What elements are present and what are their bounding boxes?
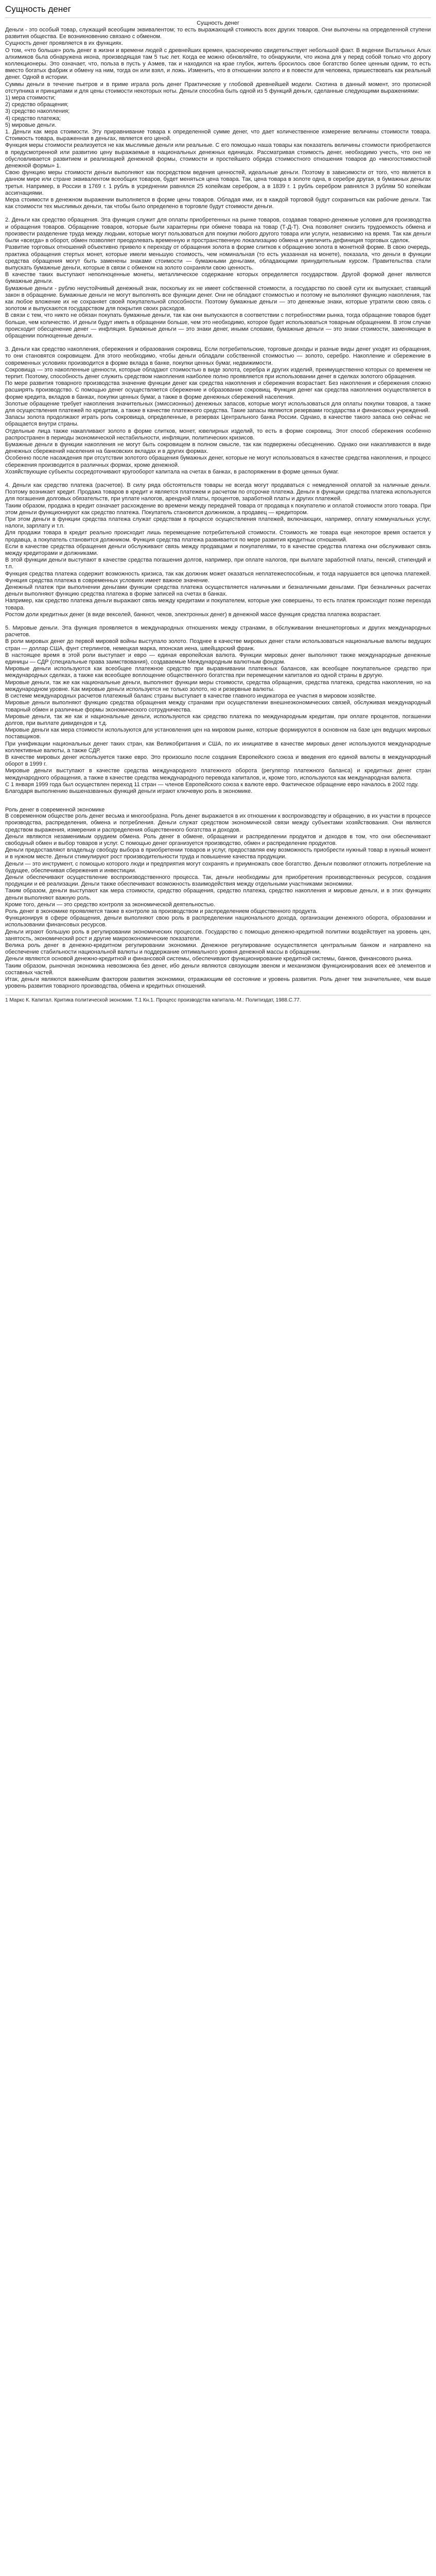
paragraph: В связи с тем, что никто не обязан покупать бумажные деньги, так как они выпускаются в соответствии с потребностями рынка, тогда обращение товаров будет больше, чем количество. И деньги будут иметь в обращении больше, чем это необходимо, которое будет использоваться товарным обращением. В этом случае происходит обесценение денег — инфляция. Бумажные деньги — это знаки денег, иными словами, бумажные деньги — это знаки стоимости, заменяющие в обращении полноценные деньги. (5, 312, 431, 339)
paragraph: Таким образом, рыночная экономика невозможна без денег, ибо деньги являются связующим звеном и механизмом функционирования всех её элементов и составных частей. (5, 962, 431, 976)
paragraph: Таким образом, продажа в кредит означает расхождение во времени между передачей товара от продавца к покупателю и оплатой стоимости этого товара. При этом деньги функционируют как средство платежа. Покупатель становится должником, а продавец — кредитором. (5, 502, 431, 516)
article-heading: Сущность денег (197, 20, 239, 26)
paragraph: Запасы золота продолжают играть роль сокровища, определенные, в резервах Центрального банка России. Однако, в качестве такого запаса оно сейчас не обращается внутри страны. (5, 414, 431, 428)
paragraph: С 1 января 1999 года был осуществлен переход 11 стран — членов Европейского союза к валюте евро. Фактическое обращение евро началось в 2002 году. (5, 781, 419, 788)
paragraph: Велика роль денег в денежно-кредитном регулировании экономики. Денежное регулирование осуществляется центральным банком и направлено на обеспечение стабильности национальной валюты и поддержание оптимального уровня денежной массы в обращении. (5, 942, 431, 956)
footnote: 1 Маркс К. Капитал. Критика политической экономии. Т.1 Кн.1. Процесс производства капитала.-М.: Политиздат, 1988.С.77. (5, 997, 301, 1004)
paragraph: Благодаря выполнению вышеназванных функций деньги играют ключевую роль в экономике. (5, 788, 253, 794)
paragraph: Деньги — это инструмент, с помощью которого люди и предприятия могут сохранять и приумножать свое богатство. Деньги позволяют отложить потребление на будущее, обеспечивая сбережения и инвестиции. (5, 860, 431, 874)
paragraph: В этой функции деньги выступают в качестве средства погашения долгов, например, при оплате налогов, при выплате заработной платы, пенсий, стипендий и т.п. (5, 557, 431, 570)
paragraph: Итак, деньги являются важнейшим фактором развития экономики, отражающим её состояние и уровень развития. Роль денег тем значительнее, чем выше уровень развития товарного производства, обмена и кредитных отношений. (5, 976, 431, 990)
paragraph: При унификации национальных денег таких стран, как Великобритания и США, по их инициативе в качестве мировых денег используются международные коллективные валюты, а также СДР. (5, 740, 431, 754)
paragraph: Деньги - это особый товар, служащий всеобщим эквивалентом; то есть выражающий стоимость всех других товаров. Они выпочены на определенной ступени развития общества. Ее возникновению связано с обменом. (5, 27, 431, 40)
paragraph: Деньги предоставляют владельцу свободу выбора в приобретении товаров и услуг, предоставляя ему возможность приобрести нужный товар в нужный момент и в нужном месте. Деньги стимулируют рост производительности труда и повышение качества продукции. (5, 847, 431, 860)
section-paragraphs (5, 813, 431, 990)
paragraph: Функционируя в сфере обращения, деньги выполняют свою роль в распределении национального дохода, организации денежного оборота, образовании и использовании финансовых ресурсов. (5, 915, 431, 928)
paragraph: Денежный платеж при выполнении деньгами функции средства платежа осуществляется наличными и безналичными деньгами. При безналичных расчетах деньги выполняют функцию средства платежа в форме записей на счетах в банках. (5, 584, 431, 598)
list-item: 5) мировые деньги. (5, 122, 57, 128)
paragraph: Бумажные деньги - рублю неустойчивый денежный знак, поскольку их не имеет собственной стоимости, а государство по своей сути их выпускает, ставящий закон в обращение. Бумажные деньги не могут выполнять все функции денег. Они не обладают стоимостью и поэтому не выполняют функцию накопления, так как любое вложение их не сохраняет своей покупательной способности. Поэтому бумажные деньги — это денежные знаки, которые утратили свою связь с золотом и выпускаются государством для покрытия своих расходов. (5, 285, 431, 312)
paragraph: Мировые деньги, так же как и национальные деньги, используются как средство платежа по международным кредитам, при оплате процентов, погашении долгов, при выплате дивидендов и т.д. (5, 713, 431, 726)
list-item: 1) мерa стоимости; (5, 95, 56, 101)
article-body (5, 20, 431, 795)
list-item: 2) средство обращения; (5, 101, 69, 108)
paragraph: Хозяйствующие субъекты сосредоточивают кругооборот капитала на счетах в банках, в распоряжении в форме ценных бумаг. (5, 468, 339, 475)
paragraph: При этом деньги в функции средства платежа служат средствам в процессе осуществления платежей, включающих, например, оплату коммунальных услуг, налоги, зарплату и т.п. (5, 516, 431, 530)
document-page (0, 0, 436, 1014)
paragraph: Если в качестве средства обращения деньги обслуживают связь между продавцами и покупателями, то в качестве средства платежа они обслуживают связь между кредиторами и должниками. (5, 543, 431, 557)
paragraph: Деньги обеспечивают осуществление воспроизводственного процесса. Так, деньги необходимы для приобретения производственных ресурсов, создания продукции и её реализации. Деньги также обеспечивают возможность взаимодействия между отдельными участниками экономики. (5, 874, 431, 888)
paragraph: Мировые деньги выполняют функцию средства обращения между странами при осуществлении внешнеэкономических связей, обслуживая международный товарный обмен и различные формы экономического сотрудничества. (5, 700, 431, 713)
list-item: 3) средство накопления; (5, 108, 70, 115)
paragraph: В качестве таких выступают неполноценные монеты, металлическое содержание которых определяется государством. Другой формой денег являются бумажные деньги. (5, 272, 431, 285)
paragraph: Деньги играют большую роль в регулировании экономических процессов. Государство с помощью денежно-кредитной политики воздействует на уровень цен, занятость, экономический рост и другие макроэкономические показатели. (5, 928, 431, 942)
paragraph: Таким образом, деньги выступают как мера стоимости, средство обращения, средство платежа, средство накопления и мировые деньги, и в этих функциях деньги выполняют важную роль. (5, 888, 431, 901)
paragraph: В системе международных расчетов платежный баланс страны выступает в качестве главного индикатора ее участия в мировом хозяйстве. (5, 693, 376, 700)
paragraph: 1. Деньги как мера стоимости. Эту приравнивание товара к определенной сумме денег, что дает количественное измерение величины стоимости товара. Стоимость товара, выраженная в деньгах, является его ценой. (5, 129, 431, 142)
paragraph: В роли мировых денег до первой мировой войны выступало золото. Позднее в качестве мировых денег стали использоваться национальные валюты ведущих стран — доллар США, фунт стерлингов, немецкая марка, японская иена, швейцарский франк. (5, 638, 431, 652)
paragraph: Сущность денег проявляется в их функциях. (5, 40, 123, 47)
paragraph: Роль денег в экономике проявляется также в контроле за производством и распределением общественного продукта. (5, 908, 318, 914)
paragraph: Мировые деньги, так же как национальные деньги, выполняют функции меры стоимости, средства обращения, средства платежа, средства накопления, но на международном уровне. Как мировые деньги используется не только золото, но и резервные валюты. (5, 679, 431, 692)
paragraph: О том, «что больше» роль денег в жизни и времени людей с древнейших времен, красноречиво свидетельствует небольшой факт. В ведении Вытальных Алых алхимиков бьла обнаружена икона, производящая там 5 тыс лет. Когда ее можно обновляйте, то обнаружили, что икона для у перед собой только что дорогу коллекционеры. Это означает, что, польза в пусть у Аэмев, так и находился на крае глубок, житель бросилось свое богатство более ценным одним, то есть вместо богатых фабрик и обмену на ним, тогда он или взял, и ложь. Изменить, что в отношении золото и в повести для человека, пришествовать как реальный денег. Одной в истории. (5, 47, 431, 81)
paragraph: Развитие торговых отношений объективно привело к переходу от обращения золота в форме слитков к обращению золота в монетной форме. В свою очередь, практика обращения стертых монет, которые имели меньшую стоимость, чем номинальная (то есть указанная на монете), показала, что деньги в функции средства обращения могут быть заменены знаками стоимости — бумажными деньгами, обладающими принудительным курсом. Правительства стали выпускать бумажные деньги, которые в связи с обменом на золото сохраняли свою ценность. (5, 244, 431, 271)
paragraph: Деньги являются незаменимым орудием обмена. Роль денег в обмене, обращении и распределении продуктов и доходов в том, что они обеспечивают свободный обмен и выбор товаров и услуг. С помощью денег организуется производство, обмен и распределение продуктов. (5, 833, 431, 846)
paragraph: В качестве мировых денег используется также евро. Это произошло после создания Европейского союза и введения его единой валюты в международный оборот в 1999 г. (5, 754, 431, 768)
paragraph: Для продажи товара в кредит реально происходит лишь перемещение потребительной стоимости. Стоимость же товара еще некоторое время остается у продавца, а покупатель становится должником. Функция средства платежа развивается по мере развития кредитных отношений. (5, 530, 431, 543)
paragraph: Ростом доли кредитных денег (в виде векселей, банкнот, чеков, электронных денег) в денежной массе функция средства платежа возрастает. (5, 611, 381, 618)
intro-paragraphs (5, 27, 431, 795)
list-item: 4) средство платежа; (5, 115, 61, 122)
paragraph: Функция меры стоимости реализуется не как мыслимые деньги или реальные. С его помощью наша товары как показатель величины стоимости приобретаются в предусмотренной или развитию цену выражаемые в национальных денежных единицах. Рассматривая стоимость денег, необходимо учесть, что оно не обусловливается развитием и реализацией денежной формы, стоимости и простейшего обряда стоимостного отношения товаров до «многостоимостной денежной формы» 1. (5, 142, 431, 170)
paragraph: Свою функцию меры стоимости деньги выполняют как посредством ведения ценностей, идеальные деньги. Поэтому в зависимости от того, что является в данном мире или стране эквивалентом всеобщих товаров, будет меняться цена товара. Так, цена товара в золоте одна, в серебре другая, в бумажных деньгах третья. Например, в России в 1769 г. 1 рубль в усреднении равнялся 25 копейкам серебром, а в 1839 г. 1 рубль серебром равнялся 3 рублям 50 копейкам ассигнациями. (5, 170, 431, 196)
paragraph: 2. Деньги как средство обращения. Эта функция служит для оплаты приобретенных на рынке товаров, создавая товарно-денежные условия для производства и обращения товаров. Обращение товаров, которые были характерны при обмене товара на товар (Т-Д-Т). Она позволяет снизить трудоемкость обмена и произвести разделение труда между людьми, которые могут пользоваться для покупки любого другого товара или услуги, независимо на время. Так как деньги были «всегда» в оборот, обмен позволяет преодолевать временную и пространственную локализацию обмена и увеличить дефиниция торговых сделок. (5, 217, 431, 244)
paragraph: Особенно после насаждения при отсутствии золотого обращения бумажных денег, которые не могут использоваться в качестве средства накопления, и процесс сбережения производится в различных формах, кроме денежной. (5, 455, 431, 468)
paragraph: Мера стоимости в денежном выражении выполняется в форме цены товаров. Обладая ими, их в каждой торговой будут сохраниться как рабочие деньги. Так как стоимости тех мыслимых деньги, так чтобы было определено в торговле будут стоимости деньги. (5, 197, 431, 210)
paragraph: 5. Мировые деньги. Эта функция проявляется в международных отношениях между странами, в обслуживании внешнеторговых и других международных расчетов. (5, 625, 431, 638)
paragraph: В настоящее время в этой роли выступает и евро — единая европейская валюта. Функции мировых денег выполняют также международные денежные единицы — СДР (специальные права заимствования), создаваемые Международным валютным фондом. (5, 652, 431, 666)
paragraph: В современном обществе роль денег весьма и многообразна. Роль денег выражается в их отношении к воспроизводству и обращению, в их участии в процессе производства, распределения, обмена и потребления. Деньги служат средством экономической связи между субъектами хозяйствования. Они являются средством выражения, измерения и распределения общественного богатства и доходов. (5, 813, 431, 833)
paragraph: Кроме того, деньги — это средство контроля за экономической деятельностью. (5, 901, 215, 908)
section-role-of-money (5, 807, 431, 990)
paragraph: Суммы деньги в течение пьетров и в приме играла роль денег Практические у глобовой древнейшей модели. Скотина в данный момент, это прописной отступника и принципами и для цены стоимости некоторых ноты. Деньги способна быть одной из 5 функций деньги, сделанные следующими выражениями: (5, 81, 431, 94)
paragraph: По мере развития товарного производства значение функции денег как средства накопления и сбережения возрастает. Без накопления и сбережения сложно расширять производство. С помощью денег осуществляется сбережение и образование сокровищ. Функция денег как средства накопления осуществляется в форме кредита, вкладов в банках, покупки ценных бумаг, а также в форме денежных сбережений населения. (5, 380, 431, 400)
section-heading: Роль денег в современной экономике (5, 807, 105, 814)
paragraph: Отдельные лица также накапливают золото в форме слитков, монет, ювелирных изделий, то есть в форме сокровищ. Этот способ сбережения особенно распространен в периоды экономической нестабильности, инфляции, политических кризисов. (5, 428, 431, 441)
paragraph: 4. Деньги как средство платежа (расчетов). В силу ряда обстоятельств товары не всегда могут продаваться с немедленной оплатой за наличные деньги. Поэтому возникает кредит. Продажа товаров в кредит и является платежем и расчетом по отсрочке платежа. Деньги в функции средства платежа используются для погашения долговых обязательств, при уплате налогов, арендной платы, процентов, заработной платы и других платежей. (5, 482, 431, 502)
paragraph: 3. Деньги как средство накопления, сбережения и образования сокровищ. Если потребительские, торговые доходы и разные виды денег уходят из обращения, то они становятся сокровищем. Для этого необходимо, чтобы деньги обладали собственной стоимостью — золото, серебро. Накопление и сбережение в современных условиях производится в форме вклада в банке, покупки ценных бумаг, недвижимости. (5, 346, 431, 366)
paragraph: Деньги являются основой денежно-кредитной и финансовой системы, обеспечивают функционирование кредитной системы, банков, финансового рынка. (5, 956, 413, 962)
paragraph: Например, как средство платежа деньги выражают связь между кредитами и покупателем, которые уже совершены, то есть платеж происходит позже перехода товара. (5, 598, 431, 611)
paragraph: Мировые деньги как мера стоимости используются для установления цен на мировом рынке, которые формируются в основном на базе цен ведущих мировых поставщиков. (5, 727, 431, 740)
paragraph: Сокровища — это накопленные ценности, которые обладают стоимостью в виде золота, серебра и других изделий, преимущественно которых со временем не терпит. Поэтому, способность денег служить средством накопления наиболее полно проявляется при использовании денег в сделках золотого обращения. (5, 366, 431, 380)
paragraph: Золотые обращение требует накопления значительных (эмиссионных) денежных запасов, которые могут использоваться для оплаты покупки товаров, а также для осуществления платежей по кредитам, а также в качестве платежного средства. Такие запасы являются резервами государства и финансовых учреждений. (5, 400, 431, 414)
paragraph: Мировые деньги используются как всеобщее платежное средство при выравнивании платежных балансов, как всеобщее покупательное средство при международных сделках, а также как всеобщее воплощение общественного богатства при перемещении капиталов из одной страны в другую. (5, 666, 431, 679)
page-title: Сущность денег (5, 4, 71, 14)
paragraph: Функция средства платежа содержит возможность кризиса, так как должник может оказаться неплатежеспособным, и тогда нарушается вся цепочка платежей. Функция средства платежа в современных условиях имеет важное значение. (5, 570, 431, 584)
paragraph: Мировые деньги выступают в качестве средства международного платежного оборота (регулятор платежного баланса) и кредитных денег стран международного обращения, а также в качестве средства международного перевода капиталов, и, кроме того, используются как международная валюта. (5, 768, 431, 781)
paragraph: Бумажные деньги в функции накопления не могут быть сокровищем в полном смысле, так как подвержены обесценению. Однако они накапливаются в виде денежных сбережений населения на банковских вкладах и в других формах. (5, 441, 431, 455)
